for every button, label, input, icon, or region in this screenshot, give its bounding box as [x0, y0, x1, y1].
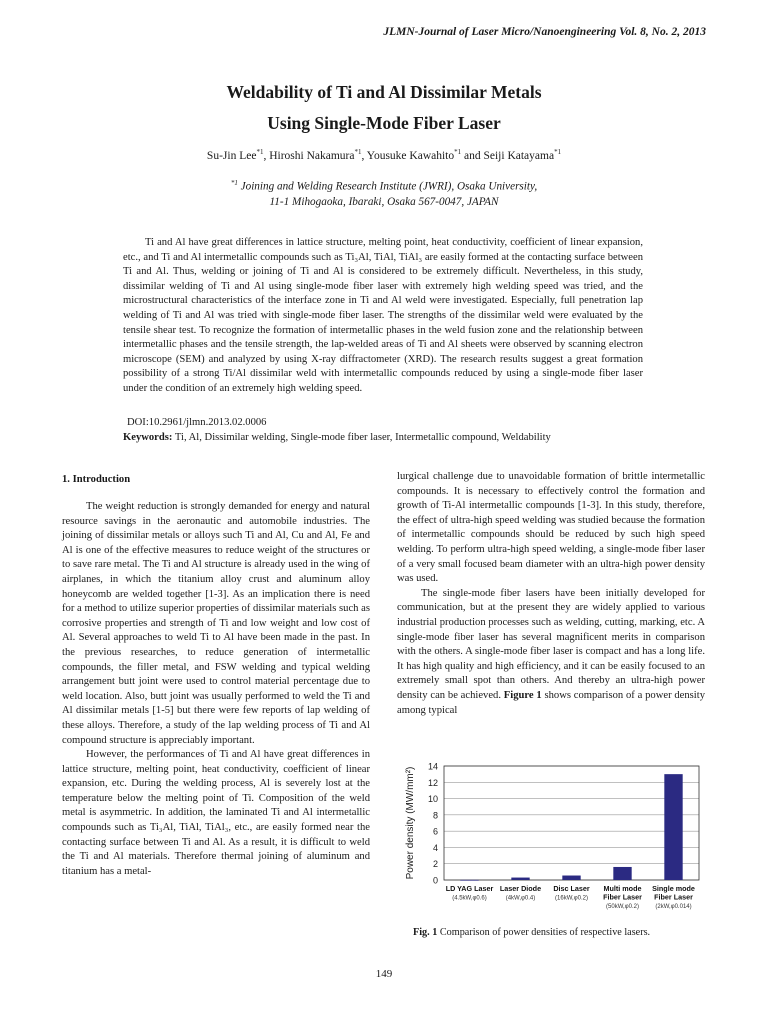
paragraph: The weight reduction is strongly demanded for energy and natural resource savings in the aeronautic and automobile industries. The joining of dissimilar metals or alloys such Ti and Al, Cu and Al, Fe and Al is one of the effective measures to reduce weight of the structures or to save rare metal. The Ti and Al structure is already used in the wing of airplanes, in which the titanium alloy crust and aluminum alloy honeycomb are welded together [1-3]. As an implication there is need for a method to utilize superior properties of dissimilar materials such as corrosive properties and strength of Ti and low weight and low cost of Al. Several approaches to weld Ti to Al have been made in the past. In the previous researches, to reduce generation of intermetallic compounds, the filler metal, and FSW welding and typical welding arrangement butt joint were used to control material percentage due to weld location. Also, butt joint was usually performed to weld the Ti and Al dissimilar metals [1-5] but there were few reports of lap welding of these alloys. Therefore, a study of the lap welding process of Ti and Al compound structure is appreciably important.	[62, 501, 370, 746]
author-list	[0, 148, 768, 162]
keywords-label: Keywords:	[123, 432, 173, 443]
y-tick-label: 14	[427, 761, 438, 772]
affiliation-line-2: 11-1 Mihogaoka, Ibaraki, Osaka 567-0047, JAPAN	[269, 195, 499, 208]
affiliation-mark: *1	[230, 179, 238, 187]
right-column	[397, 470, 705, 718]
x-category-label: Disc Laser	[553, 884, 590, 893]
author-mark: *1	[256, 148, 264, 156]
paragraph-text: The single-mode fiber lasers have been initially developed for communication, but at the present they are widely applied to various industrial production processes such as welding, cutting, marking, etc. A single-mode fiber laser has several magnificent merits in comparison with the others. A single-mode fiber laser is compact and has a long life. It has high quality and high efficiency, and it can be easily focused to an extremely small spot than others. And thereby an ultra-high power density can be achieved.	[397, 587, 705, 701]
power-density-chart	[397, 758, 705, 918]
author-separator: ,	[263, 149, 270, 162]
author-separator: and	[461, 149, 484, 162]
x-category-sublabel: (4kW,φ0.4)	[505, 895, 536, 902]
section-heading: 1. Introduction	[62, 474, 131, 485]
left-column	[62, 500, 370, 879]
keywords	[123, 432, 653, 443]
author-name: Yousuke Kawahito	[366, 149, 455, 162]
y-tick-label: 10	[427, 794, 438, 805]
author-name: Seiji Katayama	[483, 149, 555, 162]
chart-svg	[397, 758, 705, 918]
figure-caption	[413, 927, 650, 938]
bar	[664, 774, 682, 880]
keywords-list: Ti, Al, Dissimilar welding, Single-mode fiber laser, Intermetallic compound, Weldability	[174, 432, 551, 443]
paragraph-text: shows comparison of a power density among typical	[397, 689, 705, 716]
author-mark: *1	[554, 148, 562, 156]
bar	[460, 880, 478, 881]
paper-title-line-2: Using Single-Mode Fiber Laser	[267, 113, 501, 133]
y-tick-label: 6	[432, 826, 438, 837]
x-category-sublabel: (16kW,φ0.2)	[555, 895, 588, 902]
x-category-sublabel: (4.5kW,φ0.6)	[452, 895, 487, 902]
caption-text: Comparison of power densities of respective lasers.	[437, 927, 651, 938]
x-category-label: Single mode	[652, 884, 695, 893]
paragraph	[397, 587, 705, 718]
y-tick-label: 4	[432, 842, 438, 853]
paper-title-line-1: Weldability of Ti and Al Dissimilar Metals	[226, 82, 542, 102]
doi: DOI:10.2961/jlmn.2013.02.0006	[127, 417, 267, 428]
running-header: JLMN-Journal of Laser Micro/Nanoengineering Vol. 8, No. 2, 2013	[383, 26, 706, 38]
paragraph: However, the performances of Ti and Al have great differences in lattice structure, melting point, heat conductivity, coefficient of linear expansion, etc. During the welding process, Al is severely lost at the temperature below the melting point of Ti. Composition of the weld metal is asymmetric. In addition, the laminated Ti and Al intermetallic compounds such as Ti₃Al, TiAl, TiAl₃, etc., are easily formed near the contacting surface between Ti and Al. As a result, it is difficult to weld the Ti and Al materials. Therefore thermal joining of aluminum and titanium has a metal-	[62, 749, 370, 877]
x-category-label: Fiber Laser	[654, 892, 693, 902]
x-category-sublabel: (50kW,φ0.2)	[606, 904, 639, 910]
abstract: Ti and Al have great differences in lattice structure, melting point, heat conductivity, coefficient of linear expansion, etc., and Ti and Al intermetallic compounds such as Ti₃Al, TiAl, TiAl₃ are easily formed at the contacting surface between Ti and Al. Thus, welding or joining of Ti and Al is considered to be extremely difficult. Nevertheless, in this study, dissimilar welding of Ti and Al using single-mode fiber laser with extremely high welding speed was tried, and the microstructural characteristics of the interface zone in Ti and Al weld were investigated. Especially, full penetration lap welding of Ti and Al was tried with single-mode fiber laser. The strengths of the dissimilar weld were evaluated by the tensile shear test. To recognize the formation of intermetallic phases in the weld fusion zone and the relationship between intermetallic phases and the tensile strength, the lap-welded areas of Ti and Al sheets were observed by scanning electron microscope (SEM) and analyzed by using X-ray diffractometer (XRD). The research results suggest a great formation possibility of a strong Ti/Al dissimilar weld with intermetallic compounds reduced by using a single-mode fiber laser under the condition of an extremely high welding speed.	[123, 237, 643, 394]
y-tick-label: 2	[432, 859, 438, 870]
y-tick-label: 12	[427, 777, 438, 788]
x-category-label: LD YAG Laser	[445, 884, 494, 893]
affiliation-line-1: Joining and Welding Research Institute (JWRI), Osaka University,	[240, 180, 538, 193]
x-category-label: Laser Diode	[499, 884, 542, 893]
bar	[613, 867, 631, 880]
affiliation	[0, 176, 768, 210]
author-mark: *1	[454, 148, 462, 156]
x-category-sublabel: (2kW,φ0.014)	[655, 904, 692, 910]
plot-frame	[444, 766, 699, 880]
figure-reference: Figure 1	[503, 689, 542, 701]
y-axis-label: Power density (MW/mm²)	[405, 766, 416, 880]
y-tick-label: 8	[432, 810, 438, 821]
y-tick-label: 0	[432, 875, 438, 886]
author-name: Su-Jin Lee	[206, 149, 257, 162]
caption-label: Fig. 1	[413, 927, 438, 938]
author-mark: *1	[354, 148, 362, 156]
bar	[511, 878, 529, 880]
bar	[562, 876, 580, 880]
paragraph: lurgical challenge due to unavoidable formation of brittle intermetallic compounds. It is necessary to effectively control the formation and growth of Ti-Al intermetallic compounds [1-3]. In this study, therefore, the effect of ultra-high speed welding was studied because the formation of intermetallic compounds should be reduced by such high speed welding. To perform ultra-high speed welding, a single-mode fiber laser of a very small focused beam diameter with an ultra-high power density was used.	[397, 471, 705, 585]
x-category-label: Multi mode	[603, 884, 642, 893]
page-number: 149	[375, 968, 393, 980]
author-name: Hiroshi Nakamura	[269, 149, 355, 162]
x-category-label: Fiber Laser	[603, 892, 642, 902]
author-separator: ,	[361, 149, 367, 162]
